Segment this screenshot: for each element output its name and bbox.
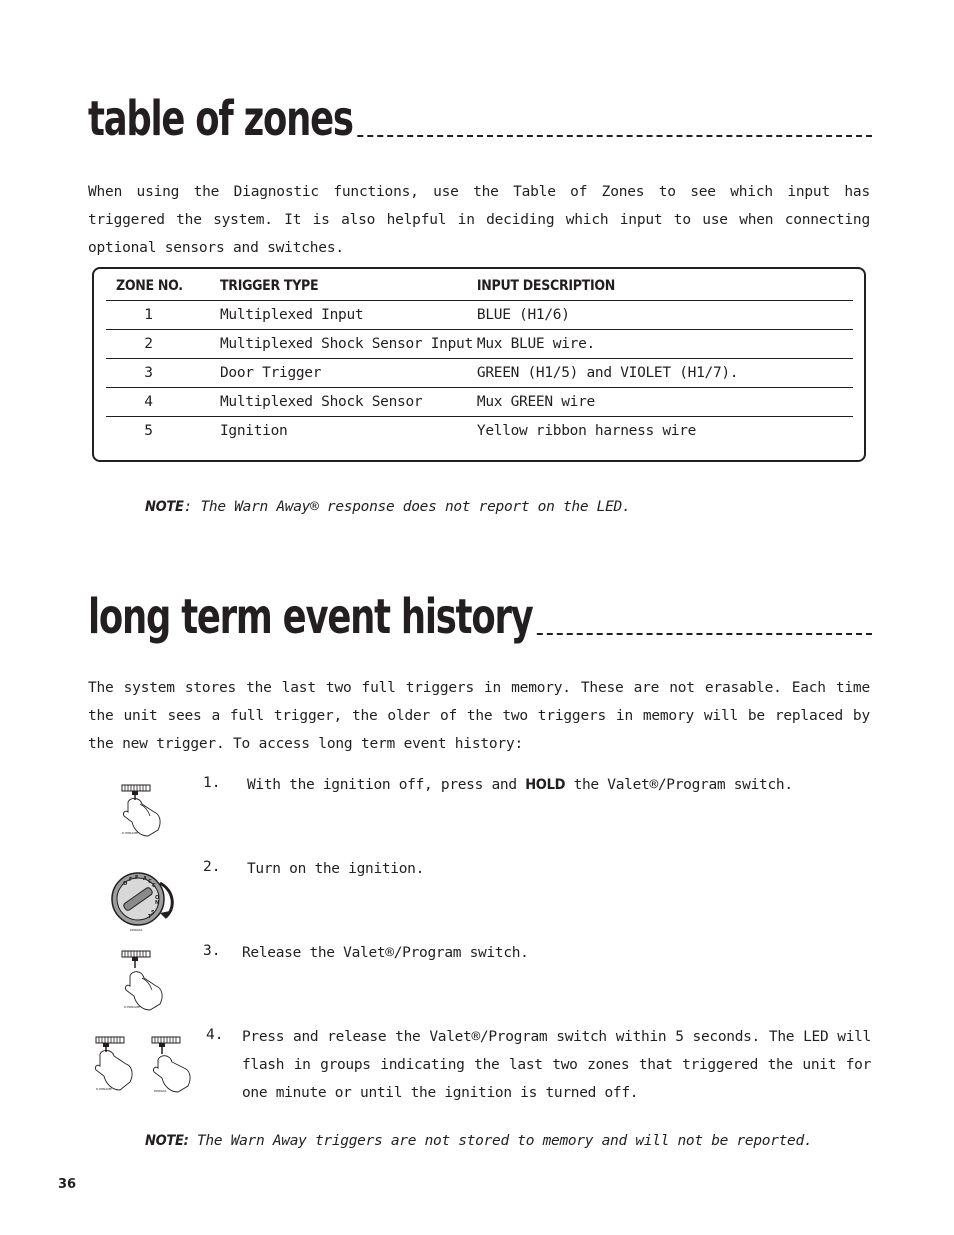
step-4-text-pre: Press and release the Valet®/Program switch within 5 seconds. The LED will flash in groups indicating the last two zones that triggered the unit for one minute or until the ignition is turned off. bbox=[242, 1029, 871, 1101]
input-description: Yellow ribbon harness wire bbox=[476, 422, 697, 439]
ignition-label: O bbox=[155, 895, 160, 901]
trigger-type: Door Trigger bbox=[196, 358, 473, 387]
table-row bbox=[106, 358, 853, 387]
step-1-number: 1. bbox=[203, 775, 221, 791]
note-label: NOTE: bbox=[145, 1133, 189, 1149]
svg-text:DPRNAS: DPRNAS bbox=[154, 1089, 167, 1093]
press-switch-icon bbox=[114, 782, 176, 840]
zones-heading bbox=[88, 91, 872, 147]
table-row bbox=[106, 300, 853, 329]
zones-table bbox=[106, 273, 853, 445]
ignition-label: T bbox=[148, 914, 152, 920]
ignition-label: A bbox=[143, 876, 147, 882]
step-3-number: 3. bbox=[203, 943, 221, 959]
zone-number: 1 bbox=[106, 300, 196, 329]
ignition-label: F bbox=[135, 875, 139, 881]
input-description: Mux BLUE wire. bbox=[473, 329, 853, 358]
header-zone-no: ZONE NO. bbox=[106, 273, 196, 300]
zone-number: 3 bbox=[106, 358, 196, 387]
note-text: The Warn Away triggers are not stored to memory and will not be reported. bbox=[188, 1133, 813, 1149]
step-1-text-pre: With the ignition off, press and bbox=[247, 777, 526, 793]
svg-text:D·PRNAME: D·PRNAME bbox=[124, 1005, 140, 1009]
note-warn-away-led bbox=[145, 499, 630, 515]
step-2-number: 2. bbox=[203, 859, 221, 875]
history-heading bbox=[88, 589, 872, 645]
step-3-text bbox=[242, 939, 871, 967]
trigger-type: Multiplexed Input bbox=[196, 300, 473, 329]
zones-intro: When using the Diagnostic functions, use the Table of Zones to see which input has triggered the system. It is also helpful in deciding which input to use when connecting optional sensors and switches. bbox=[88, 184, 870, 256]
step-1-text bbox=[247, 771, 871, 799]
step-2-text-pre: Turn on the ignition. bbox=[247, 861, 425, 877]
press-release-switch-icon bbox=[90, 1034, 206, 1096]
header-trigger-type: TRIGGER TYPE bbox=[196, 273, 473, 300]
trigger-type: Multiplexed Shock Sensor Input bbox=[196, 329, 473, 358]
table-row bbox=[106, 416, 853, 445]
ignition-label: C bbox=[152, 883, 156, 889]
zone-number: 2 bbox=[106, 329, 196, 358]
trigger-type: Ignition bbox=[220, 422, 288, 439]
svg-text:D·PRNAME: D·PRNAME bbox=[96, 1087, 112, 1091]
input-description: BLUE (H1/6) bbox=[473, 300, 853, 329]
step-3-text-pre: Release the Valet®/Program switch. bbox=[242, 945, 529, 961]
ignition-label: C bbox=[148, 879, 152, 885]
table-header-row bbox=[106, 273, 853, 300]
history-title: long term event history bbox=[88, 593, 536, 641]
trigger-type: Multiplexed Shock Sensor bbox=[196, 387, 473, 416]
zone-number: 4 bbox=[106, 387, 196, 416]
ignition-label: F bbox=[129, 877, 133, 883]
ignition-label: O bbox=[123, 881, 128, 887]
ignition-key-icon bbox=[108, 869, 188, 933]
note-label: NOTE bbox=[145, 499, 184, 515]
header-input-description: INPUT DESCRIPTION bbox=[473, 273, 853, 300]
page-number: 36 bbox=[58, 1177, 77, 1192]
step-2-text bbox=[247, 855, 871, 883]
ignition-label: N bbox=[155, 900, 160, 906]
history-intro: The system stores the last two full triggers in memory. These are not erasable. Each time the unit sees a full trigger, the older of the two triggers in memory will be replaced by the new trigger. To access long term event history: bbox=[88, 680, 870, 752]
input-description: Mux GREEN wire bbox=[473, 387, 853, 416]
input-description: GREEN (H1/5) and VIOLET (H1/7). bbox=[473, 358, 853, 387]
note-text: : The Warn Away® response does not report on the LED. bbox=[183, 499, 631, 515]
step-4-text bbox=[242, 1023, 871, 1107]
table-row bbox=[106, 329, 853, 358]
note-warn-away-memory bbox=[145, 1133, 812, 1149]
step-1-hold: HOLD bbox=[525, 777, 566, 793]
svg-text:DPRNAS: DPRNAS bbox=[130, 928, 143, 932]
table-row bbox=[106, 387, 853, 416]
step-1-text-post: the Valet®/Program switch. bbox=[565, 777, 793, 793]
zone-number: 5 bbox=[144, 422, 153, 439]
step-4-number: 4. bbox=[206, 1027, 224, 1043]
release-switch-icon bbox=[114, 948, 176, 1012]
ignition-label: S bbox=[151, 910, 155, 916]
svg-text:D·PRNAME: D·PRNAME bbox=[122, 831, 138, 835]
zones-title: table of zones bbox=[88, 95, 356, 143]
